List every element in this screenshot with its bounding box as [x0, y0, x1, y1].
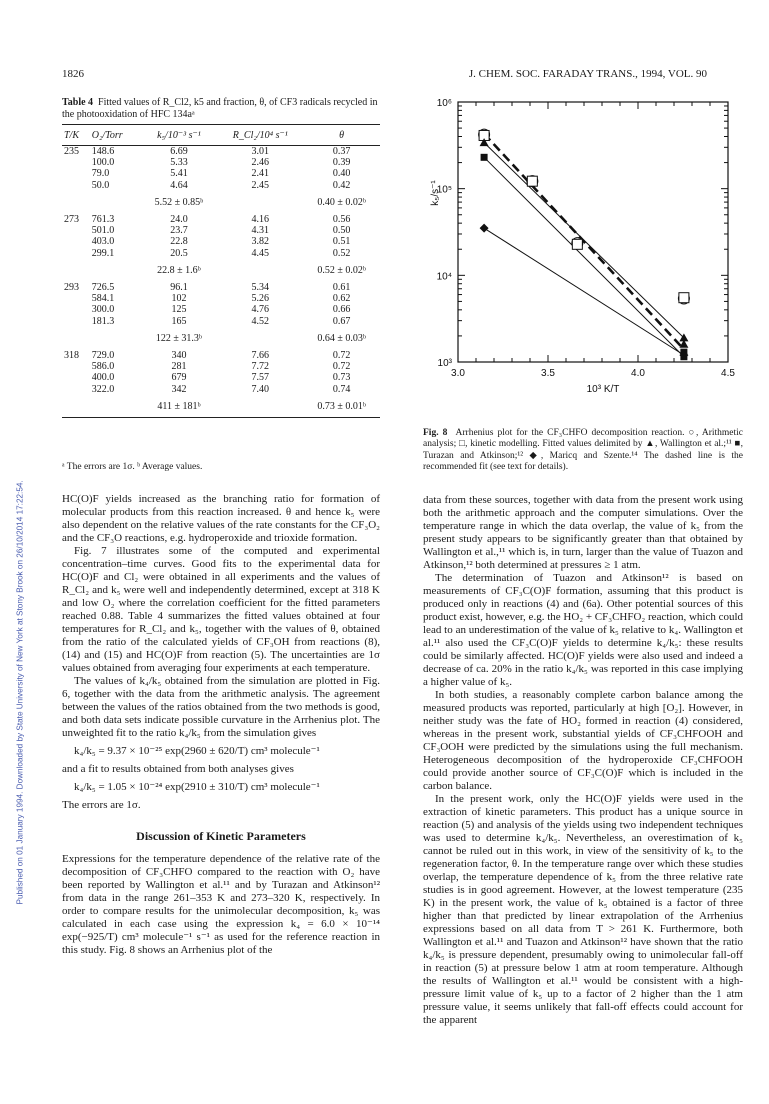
table-cell: 318 [64, 350, 79, 362]
figure-caption-text: Arrhenius plot for the CF₃CHFO decomposition reaction. ○, Arithmetic analysis; □, kinetic modelling. Fitted values delimited by ▲, Wallington et al.;¹¹ ■, Turazan and Atkinson;¹² ◆, Maricq and Szente.¹⁴ The dashed line is the recommended fit (see text for details). [423, 428, 744, 473]
table-cell: 5.26 [251, 293, 270, 305]
table-cell: 761.3 [91, 214, 115, 226]
table-cell [217, 265, 303, 276]
table-cell [90, 401, 141, 418]
table-row [62, 236, 380, 247]
table-cell: 5.33 [170, 157, 188, 169]
table-average-row [62, 265, 380, 276]
table-cell [62, 197, 90, 208]
table-cell: 679 [171, 372, 187, 384]
table-average-row [62, 333, 380, 344]
table-header-cell: R_Cl₂/10⁴ s⁻¹ [217, 125, 303, 146]
table-cell: 100.0 [91, 157, 115, 169]
table-cell: 0.42 [332, 179, 351, 191]
average-theta: 0.64 ± 0.03ᵇ [317, 332, 366, 344]
average-k5: 22.8 ± 1.6ᵇ [157, 264, 201, 276]
table-cell: 273 [64, 214, 79, 226]
table-header-row [62, 125, 380, 146]
table-cell [90, 197, 141, 208]
table-cell: 4.31 [251, 225, 270, 237]
table-cell: 0.37 [332, 146, 351, 157]
table-cell: 6.69 [170, 146, 188, 157]
table-cell: 7.66 [251, 350, 270, 362]
table-footnote: ᵃ The errors are 1σ. ᵇ Average values. [62, 462, 203, 472]
table-cell: 4.64 [170, 179, 188, 191]
table-cell: 7.40 [251, 383, 270, 395]
table-row [62, 157, 380, 168]
table-cell [62, 248, 90, 259]
table-header-cell: k₅/10⁻³ s⁻¹ [141, 125, 218, 146]
table-cell [62, 293, 90, 304]
data-point-diamond [480, 224, 489, 233]
table-cell [62, 304, 90, 315]
average-theta: 0.52 ± 0.02ᵇ [317, 264, 366, 276]
table-cell [62, 265, 90, 276]
table-cell: 0.51 [332, 236, 351, 248]
table-header-cell: θ [303, 125, 380, 146]
table-cell: 0.72 [332, 361, 351, 373]
table-cell: 300.0 [91, 304, 115, 316]
table-header-cell: O₂/Torr [90, 125, 141, 146]
table-cell: 0.56 [332, 214, 351, 226]
table-row [62, 361, 380, 372]
table-cell: 4.76 [251, 304, 270, 316]
table-row [62, 282, 380, 293]
table-cell: 400.0 [91, 372, 115, 384]
paragraph: HC(O)F yields increased as the branching ratio for formation of molecular products from this reaction increased. θ and hence k₅ were also dependent on the relative values of the rate constants for the CF₃O₂ and the CF₃O reactions, e.g. hydroperoxide and trioxide formation. [62, 493, 380, 544]
table-cell: 0.40 [332, 168, 351, 180]
x-tick-label: 3.0 [451, 368, 465, 379]
table-cell [62, 157, 90, 168]
table-cell: 50.0 [91, 179, 110, 191]
table-cell: 5.34 [251, 282, 270, 294]
table-cell: 2.41 [251, 168, 270, 180]
table-cell: 24.0 [170, 214, 188, 226]
y-tick-label: 10⁶ [436, 98, 452, 109]
table-row [62, 146, 380, 158]
page-number: 1826 [62, 68, 84, 80]
table-average-row [62, 197, 380, 208]
y-axis-label: k₅/s⁻¹ [430, 180, 441, 206]
table-cell: 281 [171, 361, 187, 373]
table-cell: 181.3 [91, 315, 115, 327]
table-cell: 235 [64, 146, 79, 157]
figure-caption-label: Fig. 8 [423, 428, 448, 438]
table-cell: 584.1 [91, 293, 115, 305]
table-cell: 293 [64, 282, 79, 294]
data-point-open-square [572, 239, 582, 249]
table-caption-label: Table 4 [62, 97, 94, 108]
table-cell: 148.6 [91, 146, 115, 157]
paragraph: The values of k₄/k₅ obtained from the simulation are plotted in Fig. 6, together with the data from the arithmetic analysis. The agreement between the values of the ratios obtained from the two methods is good, and both data sets indicate possible curvature in the Arrhenius plot. The unweighted fit to the ratio k₄/k₅ from the simulation gives [62, 675, 380, 739]
table-cell [217, 197, 303, 208]
table-cell: 0.39 [332, 157, 351, 169]
recommended-fit-line [484, 134, 684, 350]
table-cell: 79.0 [91, 168, 110, 180]
average-k5: 122 ± 31.3ᵇ [155, 332, 202, 344]
figure-caption [423, 428, 743, 474]
table-cell: 340 [171, 350, 187, 362]
x-tick-label: 4.5 [721, 368, 735, 379]
table-row [62, 168, 380, 179]
table-row [62, 293, 380, 304]
fit-line [484, 157, 684, 356]
table-cell: 7.57 [251, 372, 270, 384]
paragraph: and a fit to results obtained from both analyses gives [62, 763, 294, 775]
table-cell: 0.62 [332, 293, 351, 305]
running-header: J. CHEM. SOC. FARADAY TRANS., 1994, VOL. 90 [468, 68, 707, 80]
table-cell: 0.52 [332, 247, 351, 259]
table-cell: 342 [171, 383, 187, 395]
average-k5: 5.52 ± 0.85ᵇ [154, 196, 204, 208]
table-row [62, 304, 380, 315]
table-row [62, 225, 380, 236]
table-cell [62, 372, 90, 383]
table-row [62, 316, 380, 327]
table-cell: 125 [171, 304, 187, 316]
table-cell [62, 401, 90, 418]
paragraph: The determination of Tuazon and Atkinson¹² is based on measurements of CF₃C(O)F formation, assuming that this product is produced only in reactions (4) and (6a). Other potential sources of this product exist, however, e.g. the HO₂ + CF₃CHFO₂ reaction, which could lead to an underestimation of the value of k₅ relative to k₄. Wallington et al.¹¹ also used the CF₃C(O)F yields to determine k₄/k₅: these results could be similarly affected. HC(O)F yields were also used and indeed a decrease of ca. 20% in the ratio k₄/k₅ was reported in this case implying a higher value of k₅. [423, 572, 744, 688]
table-cell: 2.45 [251, 179, 270, 191]
table-cell: 299.1 [91, 247, 115, 259]
table-cell [62, 361, 90, 372]
figure-8-chart [420, 88, 750, 423]
table-cell [62, 180, 90, 191]
table-cell [62, 316, 90, 327]
table-row [62, 248, 380, 259]
table-header-cell: T/K [62, 125, 90, 146]
table-cell: 0.73 [332, 372, 351, 384]
paragraph: Expressions for the temperature dependence of the relative rate of the decomposition of CF₃CHFO compared to the reaction with O₂ have been reported by Wallington et al.¹¹ and by Turazan and Atkinson¹² from data in the range 261–353 K and 273–320 K, respectively. In order to compare results for the unimolecular decomposition, k₅ was calculated in each case using the expression k₄ = 6.0 × 10⁻¹⁴ exp(−925/T) cm³ molecule⁻¹ s⁻¹ as used for the reference reaction in this study. Fig. 8 shows an Arrhenius plot of the [62, 853, 380, 956]
table-cell: 0.50 [332, 225, 351, 237]
plot-frame [458, 102, 728, 362]
table-cell: 586.0 [91, 361, 115, 373]
table-cell: 4.52 [251, 315, 270, 327]
table-row [62, 180, 380, 191]
table-cell [62, 333, 90, 344]
y-tick-label: 10³ [437, 358, 452, 369]
table-cell [62, 225, 90, 236]
table-cell: 102 [171, 293, 187, 305]
paragraph: In both studies, a reasonably complete carbon balance among the measured products was reported, particularly at high [O₂]. However, in neither study was the fate of HO₂ formed in reaction (4) considered, whereas in the present work, substantial yields of CF₃CHFOOH and CF₃OOH were predicted by the simulations using the full mechanism. Heterogeneous decomposition of the hydroperoxide CF₃CHFOOH could provide another source of CF₃C(O)F which is included in the carbon balance. [423, 689, 743, 792]
table-row [62, 350, 380, 361]
table-4 [62, 124, 380, 418]
fit-line [484, 228, 684, 355]
paragraph: The errors are 1σ. [62, 799, 141, 811]
table-cell: 22.8 [170, 236, 188, 248]
table-cell [62, 236, 90, 247]
table-cell: 0.67 [332, 315, 351, 327]
table-cell: 2.46 [251, 157, 270, 169]
paragraph: In the present work, only the HC(O)F yields were used in the extraction of kinetic parameters. This product has a unique source in reaction (5) and analysis of the yields using two independent techniques was used to determine k₄/k₅. Nevertheless, an overestimation of k₅ cannot be ruled out in this work, in view of the sensitivity of k₅ to the regeneration factor, θ. In the temperature range over which these studies overlap, the temperature dependence of k₅ from the three relative rate studies is in good agreement. However, at the lowest temperature (235 K) in the present work, the value of k₅ obtained is a factor of three higher than that predicted by linear extrapolation of the Arrhenius expressions based on all data from T > 261 K. Furthermore, both Wallington et al.¹¹ and Tuazon and Atkinson¹² have shown that the ratio k₄/k₅ is pressure dependent, presumably owing to unimolecular fall-off in reaction (5) at pressure below 1 atm at room temperature. Although the results of Wallington et al.¹¹ would be consistent with a high-pressure limit value of k₅ up to a factor of 2 higher than the 1 atm pressure value, it seems unlikely that fall-off effects could account for the apparent [423, 793, 743, 1026]
y-tick-label: 10⁵ [436, 184, 452, 196]
table-average-row [62, 401, 380, 418]
x-axis-label: 10³ K/T [586, 384, 620, 395]
table-row [62, 214, 380, 225]
average-theta: 0.73 ± 0.01ᵇ [303, 401, 380, 418]
table-cell: 20.5 [170, 247, 188, 259]
y-tick-label: 10⁴ [436, 271, 452, 283]
table-cell: 726.5 [91, 282, 115, 294]
table-cell: 165 [171, 315, 187, 327]
table-cell: 96.1 [170, 282, 188, 294]
table-cell [217, 401, 303, 418]
average-k5: 411 ± 181ᵇ [141, 401, 218, 418]
equation-2: k₄/k₅ = 1.05 × 10⁻²⁴ exp(2910 ± 310/T) cm³ molecule⁻¹ [74, 781, 320, 793]
table-caption-text: Fitted values of R_Cl2, k5 and fraction, θ, of CF3 radicals recycled in the photooxidation of HFC 134aᵃ [62, 97, 378, 120]
table-cell: 23.7 [170, 225, 188, 237]
x-tick-label: 3.5 [541, 368, 555, 379]
data-point-filled-square [481, 154, 488, 161]
equation-1: k₄/k₅ = 9.37 × 10⁻²⁵ exp(2960 ± 620/T) cm³ molecule⁻¹ [74, 745, 320, 757]
paragraph: Fig. 7 illustrates some of the computed and experimental concentration–time curves. Good fits to the experimental data for HC(O)F and Cl₂ were obtained in all experiments and the values of R_Cl₂ and k₅ were well and independently determined, except at 318 K and low O₂ where the correlation coefficient for the fitted parameters reached 0.88. Table 4 summarizes the fitted values obtained at four temperatures for R_Cl₂ and k₅, together with the values of θ, obtained from the ratio of the calculated yields of CF₃OH from reactions (8), (14) and (15) and HC(O)F from reaction (5). The uncertainties are 1σ values obtained from averaging four experiments at each temperature. [62, 545, 380, 674]
section-title: Discussion of Kinetic Parameters [136, 829, 306, 843]
table-caption [62, 97, 382, 121]
paragraph: data from these sources, together with data from the present work using both the arithmetic approach and the computer simulations. Over the temperature range in which the data overlap, the value of k₅ from the present study appears to be significantly greater than that obtained by Wallington et al.,¹¹ which is, in turn, larger than the value of Tuazon and Atkinson,¹² both determined at pressures ≥ 1 atm. [423, 494, 743, 571]
table-cell: 0.66 [332, 304, 351, 316]
table-cell: 3.01 [251, 146, 270, 157]
table-cell: 5.41 [170, 168, 188, 180]
table-cell [62, 384, 90, 395]
table-cell: 0.72 [332, 350, 351, 362]
table-cell [90, 333, 141, 344]
table-cell: 0.74 [332, 383, 351, 395]
table-cell: 3.82 [251, 236, 270, 248]
table-row [62, 384, 380, 395]
right-column [423, 494, 743, 1027]
table-cell: 4.45 [251, 247, 270, 259]
table-cell: 403.0 [91, 236, 115, 248]
table-cell: 4.16 [251, 214, 270, 226]
data-point-open-square [679, 293, 689, 303]
left-column [62, 493, 380, 957]
table-cell: 322.0 [91, 383, 115, 395]
table-cell [90, 265, 141, 276]
table-cell: 729.0 [91, 350, 115, 362]
download-watermark: Published on 01 January 1994. Downloaded by State University of New York at Stony Brook on 26/10/2014 17:22:54. [15, 480, 25, 905]
average-theta: 0.40 ± 0.02ᵇ [317, 196, 366, 208]
table-cell: 501.0 [91, 225, 115, 237]
x-tick-label: 4.0 [631, 368, 645, 379]
table-cell: 7.72 [251, 361, 270, 373]
table-cell [217, 333, 303, 344]
table-row [62, 372, 380, 383]
table-cell: 0.61 [332, 282, 351, 294]
data-point-open-square [527, 176, 537, 186]
table-cell [62, 168, 90, 179]
